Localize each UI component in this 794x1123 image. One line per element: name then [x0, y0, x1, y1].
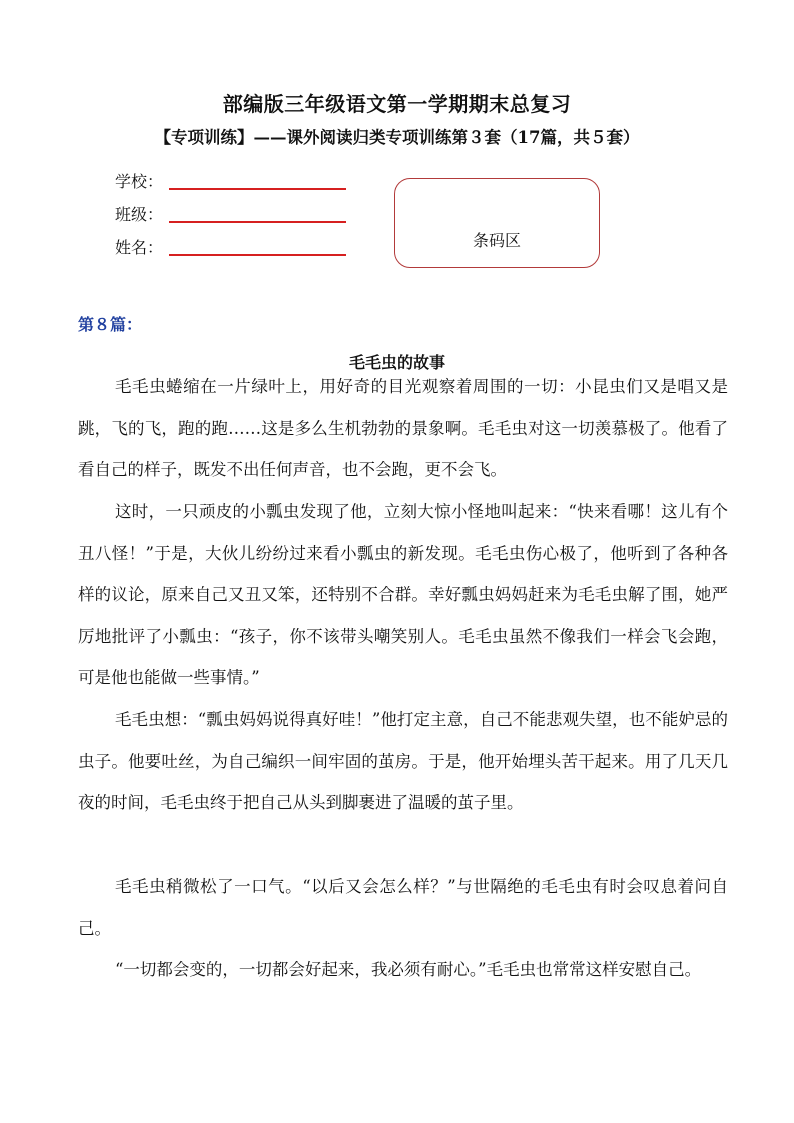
- story-paragraph-5: “一切都会变的，一切都会好起来，我必须有耐心。”毛毛虫也常常这样安慰自己。: [115, 960, 702, 979]
- school-label: 学校：: [115, 172, 164, 191]
- story-paragraph-4: 毛毛虫稍微松了一口气。“以后又会怎么样？”与世隔绝的毛毛虫有时会叹息着问自己。: [78, 877, 728, 938]
- class-label: 班级：: [115, 205, 164, 224]
- school-underline: [169, 188, 346, 190]
- barcode-label: 条码区: [472, 231, 521, 250]
- barcode-area: [394, 178, 600, 268]
- page-title: 部编版三年级语文第一学期期末总复习: [222, 92, 572, 116]
- class-underline: [169, 221, 346, 223]
- story-paragraph-3: 毛毛虫想：“瓢虫妈妈说得真好哇！”他打定主意，自己不能悲观失望，也不能妒忌的虫子。他要吐丝，为自己编织一间牢固的茧房。于是，他开始埋头苦干起来。用了几天几夜的时间，毛毛虫终于把自己从头到脚裹进了温暖的茧子里。: [78, 710, 728, 812]
- name-field[interactable]: [115, 235, 165, 259]
- name-label: 姓名：: [115, 238, 164, 257]
- name-underline: [169, 254, 346, 256]
- story-paragraph-2: 这时，一只顽皮的小瓢虫发现了他，立刻大惊小怪地叫起来：“快来看哪！这儿有个丑八怪！”于是，大伙儿纷纷过来看小瓢虫的新发现。毛毛虫伤心极了，他听到了各种各样的议论，原来自己又丑又笨，还特别不合群。幸好瓢虫妈妈赶来为毛毛虫解了围，她严厉地批评了小瓢虫：“孩子，你不该带头嘲笑别人。毛毛虫虽然不像我们一样会飞会跑，可是他也能做一些事情。”: [78, 502, 728, 687]
- page-subtitle: 【专项训练】——课外阅读归类专项训练第３套（17篇，共５套）: [154, 128, 640, 147]
- story-paragraph-1: 毛毛虫蜷缩在一片绿叶上，用好奇的目光观察着周围的一切：小昆虫们又是唱又是跳，飞的飞，跑的跑……这是多么生机勃勃的景象啊。毛毛虫对这一切羡慕极了。他看了看自己的样子，既发不出任何声音，也不会跑，更不会飞。: [78, 377, 728, 479]
- class-field[interactable]: [115, 202, 165, 226]
- story-title: 毛毛虫的故事: [348, 353, 445, 372]
- article-number: 第８篇：: [78, 315, 143, 334]
- school-field[interactable]: [115, 169, 165, 193]
